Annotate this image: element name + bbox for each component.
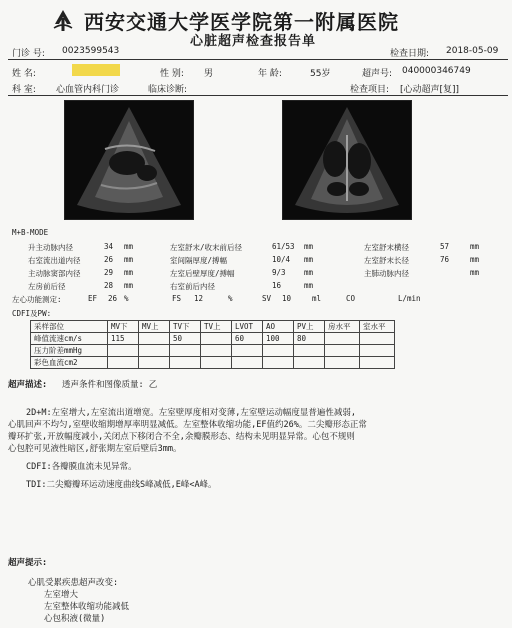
description-line-4: 心包腔可见液性暗区,舒张期左室后壁后3mm。 (8, 444, 182, 454)
sv-label: SV (262, 294, 272, 303)
doppler-col-ao: AO (263, 321, 294, 333)
table-cell (232, 345, 263, 357)
outpatient-number: 0023599543 (62, 46, 120, 56)
table-cell (201, 357, 232, 369)
conclusion-item-4: 心包积液(微量) (44, 614, 106, 624)
m2-1-unit: mm (304, 242, 314, 251)
doppler-col-mv-lower: MV下 (108, 321, 139, 333)
m2-2-value: 10/4 (272, 255, 291, 264)
table-cell: 峰值流速cm/s (31, 333, 108, 345)
m3-2-value: 76 (440, 255, 450, 264)
table-cell (201, 333, 232, 345)
mode-title: M+B-MODE (12, 228, 49, 237)
hospital-name: 西安交通大学医学院第一附属医院 (84, 10, 399, 34)
co-label: CO (346, 294, 356, 303)
doppler-title: CDFI及PW: (12, 309, 52, 318)
table-cell (201, 345, 232, 357)
description-label: 超声描述: (8, 380, 48, 390)
table-cell (232, 357, 263, 369)
m1-4-value: 28 (104, 281, 114, 290)
table-cell: 压力阶差mmHg (31, 345, 108, 357)
ultrasound-image-1 (64, 100, 194, 220)
conclusion-item-3: 左室整体收缩功能减低 (44, 602, 130, 612)
m2-1-label: 左室舒末/收末前后径 (170, 243, 243, 252)
doppler-table (30, 320, 395, 369)
lv-function-label: 左心功能测定: (12, 295, 62, 304)
m1-3-unit: mm (124, 268, 134, 277)
ef-value: 26 (108, 294, 118, 303)
us-number-label: 超声号: (362, 69, 393, 79)
m1-3-label: 主动脉窦部内径 (28, 269, 81, 278)
m1-3-value: 29 (104, 268, 114, 277)
doppler-col-tv-lower: TV下 (170, 321, 201, 333)
table-cell (139, 333, 170, 345)
age-value: 55岁 (310, 69, 331, 79)
ef-unit: % (124, 294, 129, 303)
sv-unit: ml (312, 294, 322, 303)
header-divider-2 (8, 95, 508, 96)
doppler-col-ventricular: 室水平 (360, 321, 395, 333)
table-cell (108, 345, 139, 357)
table-cell (108, 357, 139, 369)
sv-value: 10 (282, 294, 292, 303)
report-title: 心脏超声检查报告单 (190, 34, 317, 49)
check-date: 2018-05-09 (446, 46, 499, 56)
description-line-1: 2D+M:左室增大,左室流出道增宽。左室壁厚度相对变薄,左室壁运动幅度显普遍性减弱, (26, 408, 356, 418)
sex-label: 性 别: (160, 69, 184, 79)
table-cell: 100 (263, 333, 294, 345)
doppler-col-atrial: 房水平 (325, 321, 360, 333)
table-cell (360, 345, 395, 357)
fs-label: FS (172, 294, 182, 303)
m1-1-label: 升主动脉内径 (28, 243, 73, 252)
table-cell (325, 333, 360, 345)
table-cell (139, 357, 170, 369)
table-row (31, 333, 395, 345)
us-number: 040000346749 (402, 66, 471, 76)
m1-2-value: 26 (104, 255, 114, 264)
m2-3-unit: mm (304, 268, 314, 277)
fs-unit: % (228, 294, 233, 303)
description-tdi: TDI:二尖瓣瓣环运动速度曲线S峰减低,E峰<A峰。 (26, 480, 217, 490)
doppler-col-site: 采样部位 (31, 321, 108, 333)
table-cell: 彩色血流cm2 (31, 357, 108, 369)
description-line-3: 瓣环扩张,开放幅度减小,关闭点下移闭合不全,余瓣膜形态、结构未见明显异常。心包不规则 (8, 432, 355, 442)
clinical-label: 临床诊断: (148, 85, 188, 95)
m2-4-label: 右室前后内径 (170, 282, 215, 291)
sex-value: 男 (204, 69, 214, 79)
doppler-col-tv-upper: TV上 (201, 321, 232, 333)
doppler-col-pv-upper: PV上 (294, 321, 325, 333)
m1-4-unit: mm (124, 281, 134, 290)
table-cell (294, 345, 325, 357)
header-divider (8, 59, 508, 60)
m1-2-label: 右室流出道内径 (28, 256, 81, 265)
conclusion-label: 超声提示: (8, 558, 48, 568)
m3-1-label: 左室舒末横径 (364, 243, 409, 252)
table-cell (263, 357, 294, 369)
table-row (31, 357, 395, 369)
dept-value: 心血管内科门诊 (56, 85, 120, 95)
ultrasound-image-2 (282, 100, 412, 220)
m3-1-unit: mm (470, 242, 480, 251)
check-date-label: 检查日期: (390, 49, 430, 59)
table-cell (170, 357, 201, 369)
outpatient-label: 门诊 号: (12, 49, 45, 59)
table-cell (170, 345, 201, 357)
table-cell (325, 345, 360, 357)
table-cell (139, 345, 170, 357)
mode-value: [心动超声[复]] (400, 85, 460, 95)
m1-1-value: 34 (104, 242, 114, 251)
description-quality: 透声条件和图像质量: 乙 (62, 380, 158, 390)
conclusion-item-1: 心肌受累疾患超声改变: (28, 578, 119, 588)
fs-value: 12 (194, 294, 204, 303)
doppler-col-mv-upper: MV上 (139, 321, 170, 333)
table-row (31, 345, 395, 357)
hospital-logo-icon (52, 8, 74, 32)
description-cdfi: CDFI:各瓣膜血流未见异常。 (26, 462, 137, 472)
table-cell: 80 (294, 333, 325, 345)
dept-label: 科 室: (12, 85, 36, 95)
age-label: 年 龄: (258, 69, 282, 79)
mode-label: 检查项目: (350, 85, 390, 95)
table-cell (294, 357, 325, 369)
m3-3-label: 主肺动脉内径 (364, 269, 409, 278)
m2-4-unit: mm (304, 281, 314, 290)
m3-2-unit: mm (470, 255, 480, 264)
table-cell (360, 333, 395, 345)
m2-2-unit: mm (304, 255, 314, 264)
m2-1-value: 61/53 (272, 242, 295, 251)
m1-4-label: 左房前后径 (28, 282, 66, 291)
doppler-col-lvot: LVOT (232, 321, 263, 333)
conclusion-item-2: 左室增大 (44, 590, 79, 600)
m2-3-label: 左室后壁厚度/搏幅 (170, 269, 235, 278)
name-redaction (72, 64, 120, 76)
table-cell (325, 357, 360, 369)
co-unit: L/min (398, 294, 421, 303)
m3-3-unit: mm (470, 268, 480, 277)
m2-3-value: 9/3 (272, 268, 286, 277)
m3-2-label: 左室舒末长径 (364, 256, 409, 265)
m3-1-value: 57 (440, 242, 450, 251)
table-cell (263, 345, 294, 357)
m1-2-unit: mm (124, 255, 134, 264)
ef-label: EF (88, 294, 98, 303)
description-line-2: 心肌回声不均匀,室壁收缩期增厚率明显减低。左室整体收缩功能,EF值约26%。二尖瓣形态正常 (8, 420, 367, 430)
m2-2-label: 室间隔厚度/搏幅 (170, 256, 228, 265)
m1-1-unit: mm (124, 242, 134, 251)
name-label: 姓 名: (12, 69, 36, 79)
table-cell: 50 (170, 333, 201, 345)
table-cell (360, 357, 395, 369)
table-cell: 115 (108, 333, 139, 345)
table-cell: 60 (232, 333, 263, 345)
m2-4-value: 16 (272, 281, 282, 290)
doppler-header-row (31, 321, 395, 333)
